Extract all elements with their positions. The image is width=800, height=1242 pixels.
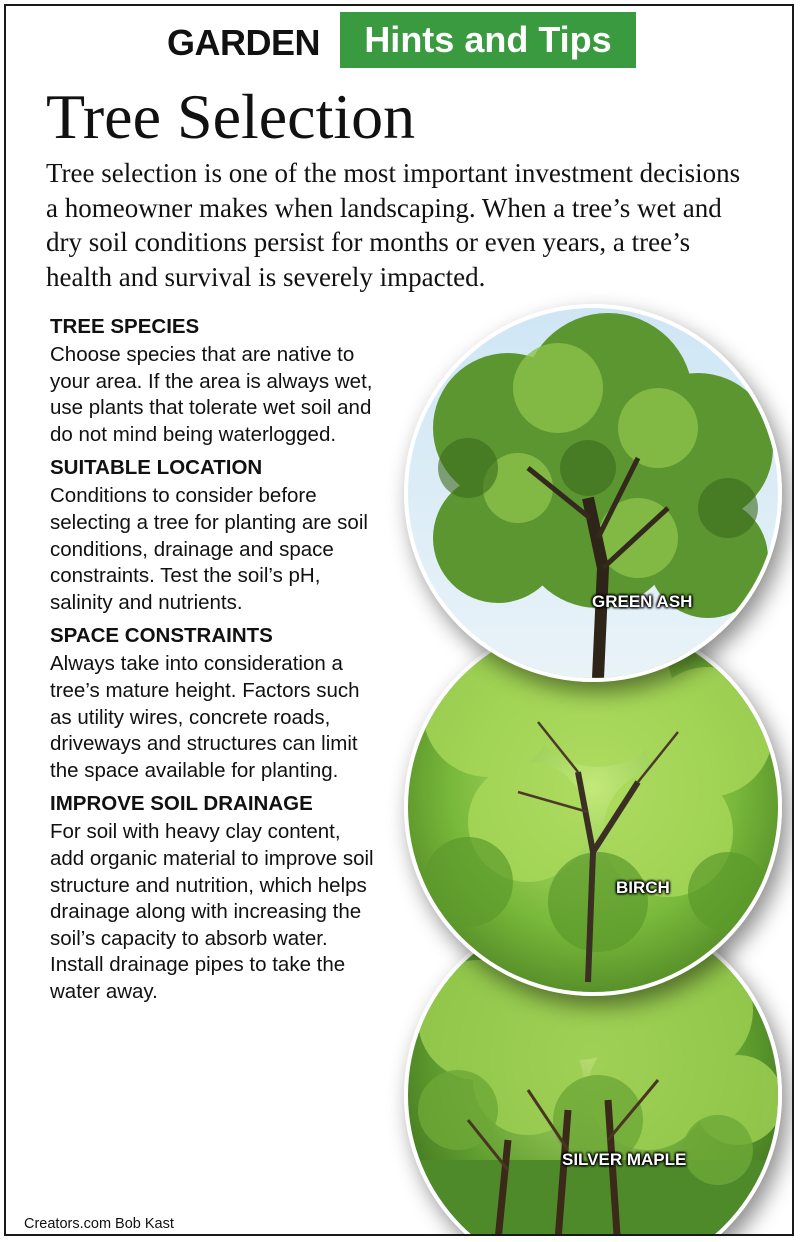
section-body: For soil with heavy clay content, add organic material to improve soil structure and nutrition, which helps drainage along with increasing the soil’s capacity to absorb water. Install drainage pipes to take the water away.	[50, 820, 374, 1003]
silver-maple-label: SILVER MAPLE	[562, 1150, 687, 1169]
section-tree-species	[50, 314, 380, 448]
credit-line: Creators.com Bob Kast	[24, 1216, 174, 1232]
section-suitable-location	[50, 455, 380, 616]
section-heading: SUITABLE LOCATION	[50, 456, 263, 480]
section-improve-soil-drainage	[50, 791, 380, 1005]
green-ash-label: GREEN ASH	[592, 592, 693, 611]
birch-label: BIRCH	[616, 878, 670, 897]
section-heading: TREE SPECIES	[50, 315, 200, 338]
page-title: Tree Selection	[46, 81, 416, 152]
header	[6, 12, 792, 66]
section-heading: SPACE CONSTRAINTS	[50, 624, 273, 648]
green-ash-illustration	[408, 308, 778, 678]
section-heading: IMPROVE SOIL DRAINAGE	[50, 792, 313, 816]
garden-label: GARDEN	[167, 22, 321, 63]
intro-paragraph: Tree selection is one of the most important investment decisions a homeowner makes when landscaping. When a tree’s wet and dry soil conditions persist for months or even years, a tree’s health and survival is severely impacted.	[46, 158, 741, 292]
tips-column	[50, 314, 380, 1012]
infographic-frame	[4, 4, 794, 1236]
section-body: Always take into consideration a tree’s mature height. Factors such as utility wires, concrete roads, driveways and structures can limit the space available for planting.	[50, 652, 360, 782]
section-space-constraints	[50, 623, 380, 784]
section-body: Conditions to consider before selecting a tree for planting are soil conditions, drainage and space constraints. Test the soil’s pH, salinity and nutrients.	[50, 484, 368, 614]
green-ash-photo	[404, 304, 782, 682]
hints-and-tips-banner: Hints and Tips	[340, 12, 636, 68]
section-body: Choose species that are native to your area. If the area is always wet, use plants that tolerate wet soil and do not mind being waterlogged.	[50, 343, 373, 446]
